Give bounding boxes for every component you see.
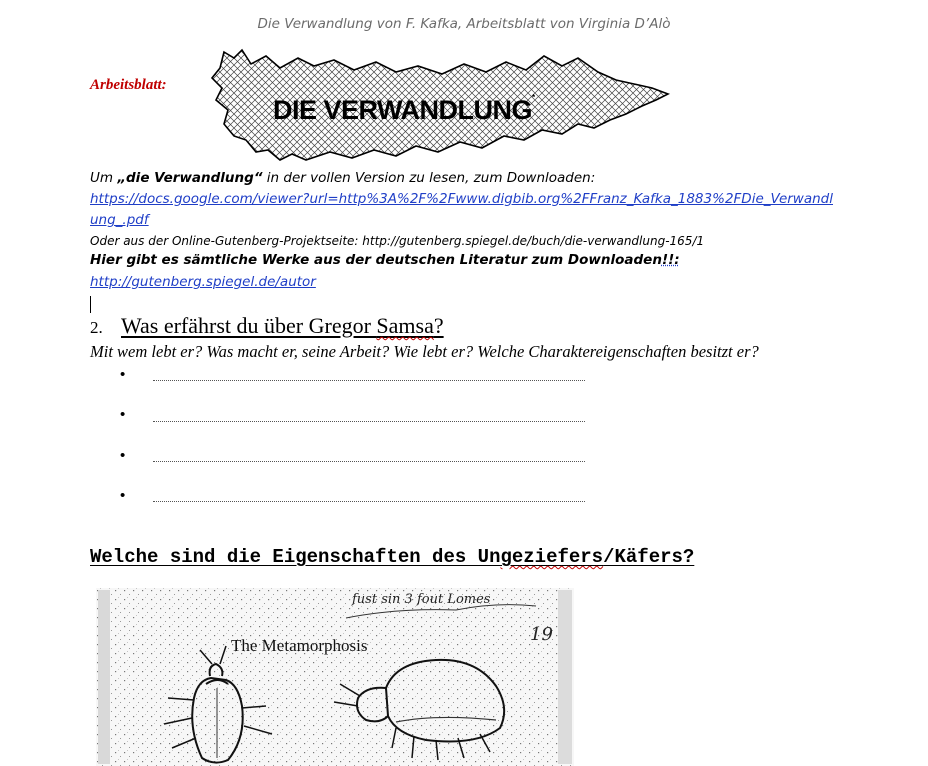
worksheet-label: Arbeitsblatt:	[90, 77, 167, 93]
intro-line-1: Um „die Verwandlung“ in der vollen Version zu lesen, zum Downloaden:	[90, 170, 596, 186]
question-title: Was erfährst du über Gregor Samsa?	[121, 313, 444, 338]
author-link[interactable]: http://gutenberg.spiegel.de/autor	[90, 274, 316, 290]
sketch-title: The Metamorphosis	[231, 636, 368, 655]
page-header: Die Verwandlung von F. Kafka, Arbeitsblatt von Virginia D’Alò	[257, 16, 671, 32]
download-link-continued[interactable]: ung_.pdf	[90, 212, 149, 228]
download-link[interactable]: https://docs.google.com/viewer?url=http%3A%2F%2Fwww.digbib.org%2FFranz_Kafka_1883%2FDie_Verwandl	[90, 191, 833, 207]
text-cursor	[90, 296, 91, 313]
question-subtitle: Mit wem lebt er? Was macht er, seine Arbeit? Wie lebt er? Welche Charaktereigenschaften besitzt er?	[90, 342, 759, 361]
bullet-1: •	[120, 366, 126, 383]
question-number: 2.	[90, 318, 103, 337]
banner-title: DIE VERWANDLUNG*	[273, 93, 535, 125]
handwritten-note: fust sin 3 fout Lomes	[352, 592, 491, 607]
answer-line-1[interactable]	[153, 380, 585, 381]
page-number: 19	[530, 624, 553, 645]
section-heading: Welche sind die Eigenschaften des Ungeziefers/Käfers?	[90, 546, 695, 568]
bullet-4: •	[120, 487, 126, 504]
all-works-line: Hier gibt es sämtliche Werke aus der deutschen Literatur zum Downloaden!!:	[90, 252, 680, 268]
answer-line-2[interactable]	[153, 421, 585, 422]
gutenberg-line: Oder aus der Online-Gutenberg-Projektseite: http://gutenberg.spiegel.de/buch/die-verwandlung-165/1	[90, 234, 705, 248]
answer-line-4[interactable]	[153, 501, 585, 502]
answer-line-3[interactable]	[153, 461, 585, 462]
bullet-2: •	[120, 406, 126, 423]
bullet-3: •	[120, 447, 126, 464]
kafka-beetle-sketch	[96, 588, 574, 766]
